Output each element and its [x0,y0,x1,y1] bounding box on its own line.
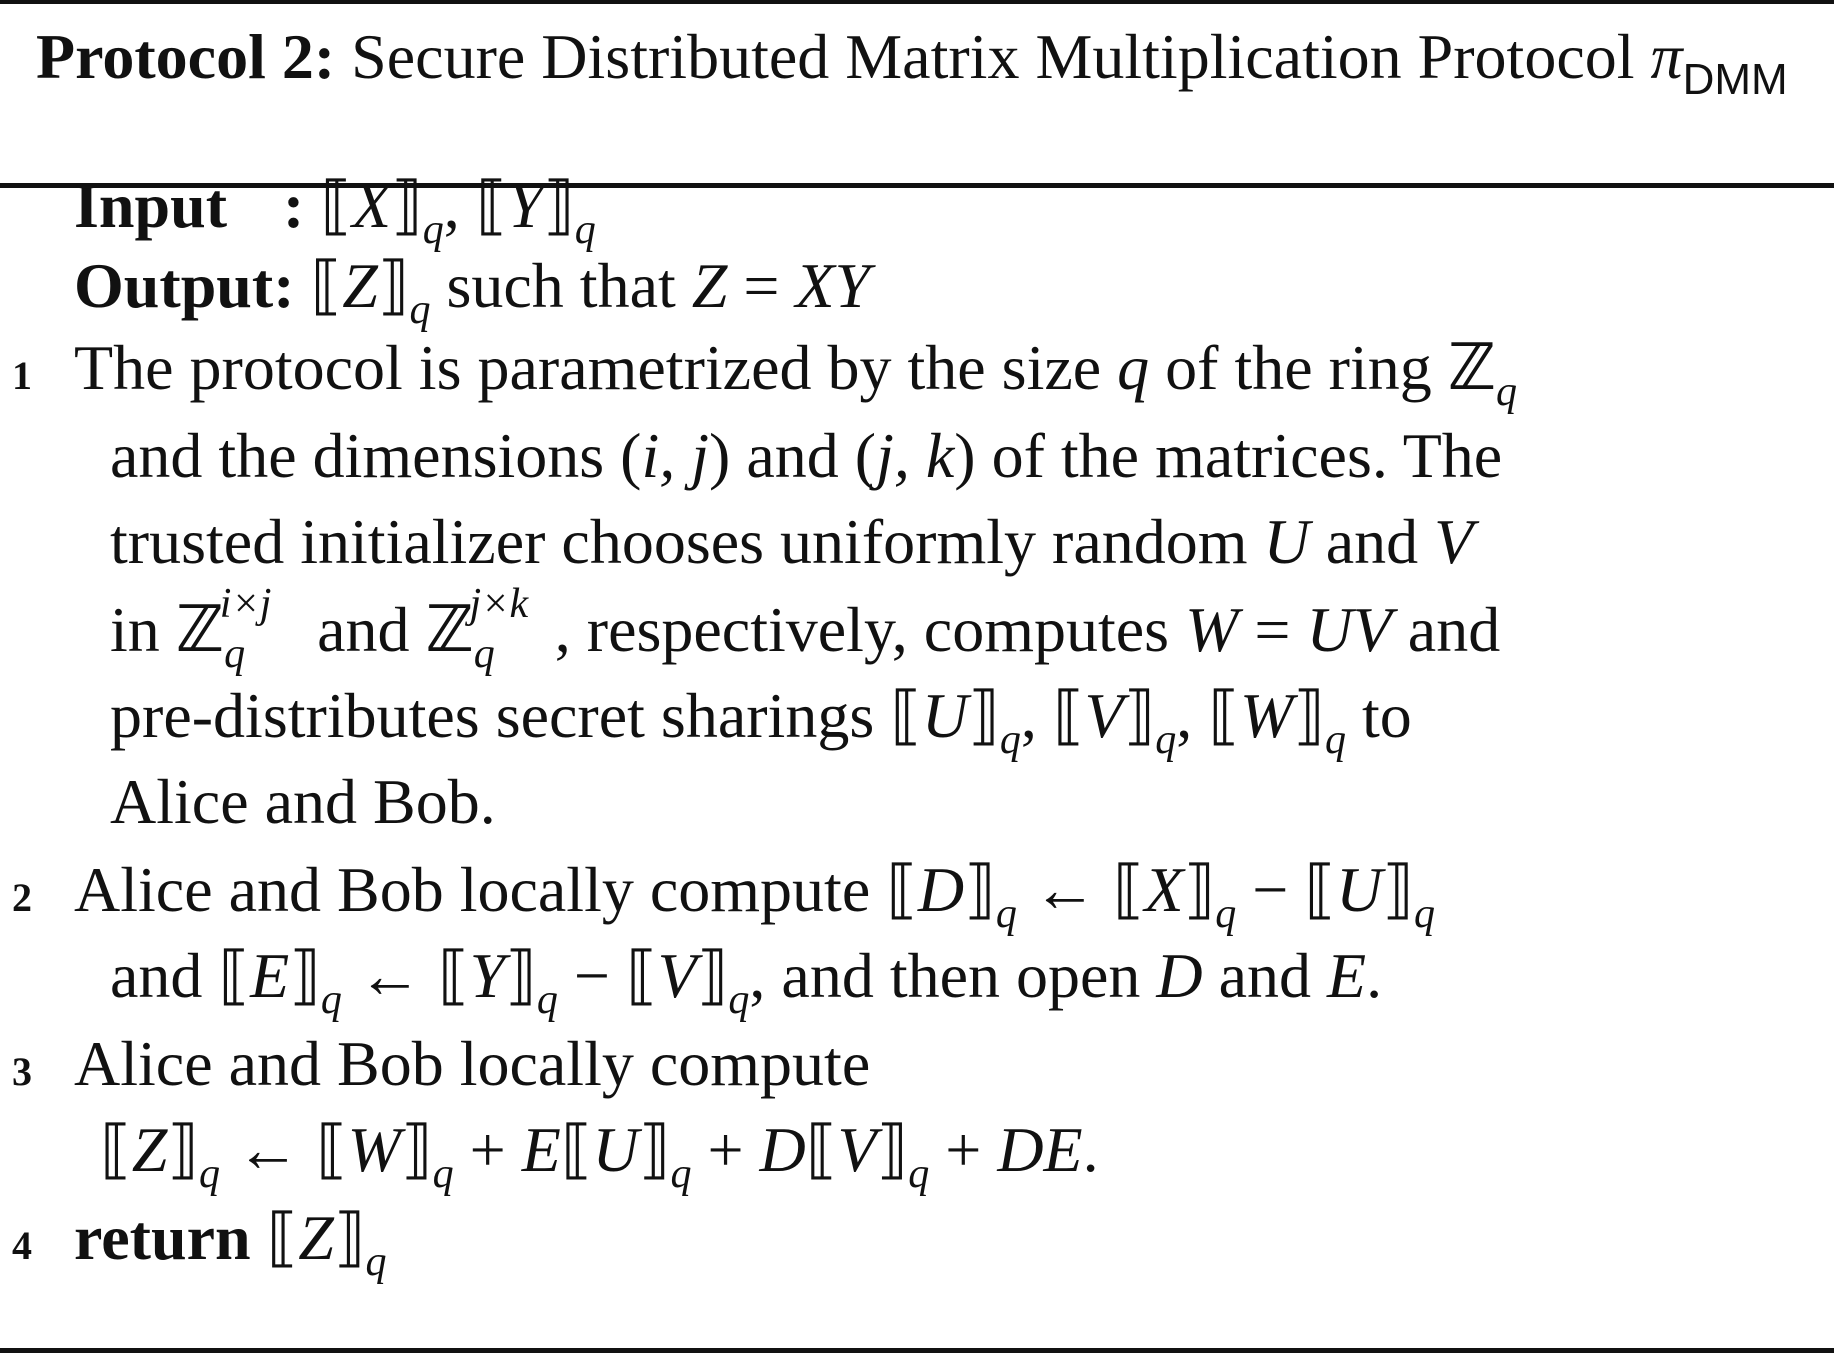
matrix-u: U [1263,506,1310,577]
bottom-rule [0,1348,1834,1353]
top-rule [0,0,1834,4]
step-3-text: Alice and Bob locally compute [74,1028,871,1099]
step-2-text: , and then open [749,940,1141,1011]
ring-symbol: ℤ$_q$ [1447,331,1518,415]
algorithm-caption [36,14,1816,123]
opened-d: D [1156,940,1203,1011]
output-equation: Z = XY [691,250,871,321]
step-1-text: trusted initializer chooses uniformly random [110,506,1248,577]
d-assignment: $⟦D⟧_q$ ← $⟦X⟧_q$ − $⟦U⟧_q$ [886,854,1435,937]
output-text: such that [446,250,676,321]
step-1-text: , respectively, computes [554,594,1170,665]
caption-label: Protocol 2: [36,21,336,92]
step-1-text: pre-distributes secret sharings [110,680,875,751]
step-1-line-6 [110,762,496,842]
step-1-text: The protocol is parametrized by the size [74,332,1102,403]
step-1-text: Alice and Bob. [110,766,496,837]
step-1-text: and [1407,594,1501,665]
step-1-text: of the ring [1165,332,1432,403]
input-label: Input [74,170,227,241]
output-share: $⟦Z⟧_q$ [310,250,431,333]
step-1-text: in [110,594,160,665]
ring-jxk: ℤ$_q$ j×k [425,581,529,677]
step-2-text: and [110,940,203,1011]
ring-size: q [1117,332,1150,403]
step-1-text: to [1361,680,1412,751]
step-1-text: and the dimensions [110,420,605,491]
protocol-subscript: DMM [1682,55,1788,104]
step-number-2: 2 [12,875,32,920]
dimension-ij: (i, j) [620,420,731,491]
step-1-text: and [746,420,839,491]
step-1-text: and [1325,506,1419,577]
matrix-v: V [1434,506,1474,577]
step-1-text: of the matrices. The [991,420,1503,491]
input-separator: : [283,170,305,241]
step-1-line-3 [110,502,1473,582]
e-assignment: $⟦E⟧_q$ ← $⟦Y⟧_q$ − $⟦V⟧_q$ [218,940,750,1023]
step-3-line-1 [74,1024,870,1104]
input-expression: $⟦X⟧_q$, $⟦Y⟧_q$ [320,170,596,253]
opened-e: E. [1327,940,1383,1011]
step-1-text: and [317,594,410,665]
step-4-line-1 [74,1198,387,1302]
step-1-line-2 [110,416,1502,496]
step-number-4: 4 [12,1223,32,1268]
dimension-jk: (j, k) [854,420,976,491]
step-2-text: and [1218,940,1312,1011]
shares-uvw: $⟦U⟧_q$, $⟦V⟧_q$, $⟦W⟧_q$ [890,680,1346,763]
step-number-3: 3 [12,1049,32,1094]
output-label: Output: [74,250,295,321]
caption-title: Secure Distributed Matrix Multiplication Protocol [351,21,1635,92]
return-keyword: return [74,1202,251,1273]
w-equation: W = UV [1185,594,1392,665]
return-value: $⟦Z⟧_q$ [266,1202,387,1285]
step-2-text: Alice and Bob locally compute [74,854,871,925]
z-assignment: $⟦Z⟧_q$ ← $⟦W⟧_q$ + $E⟦U⟧_q$ + $D⟦V⟧_q$ + DE. [100,1114,1099,1197]
ring-ixj: ℤ$_q$ i×j [175,581,272,677]
step-number-1: 1 [12,353,32,398]
protocol-symbol: π [1650,21,1683,92]
